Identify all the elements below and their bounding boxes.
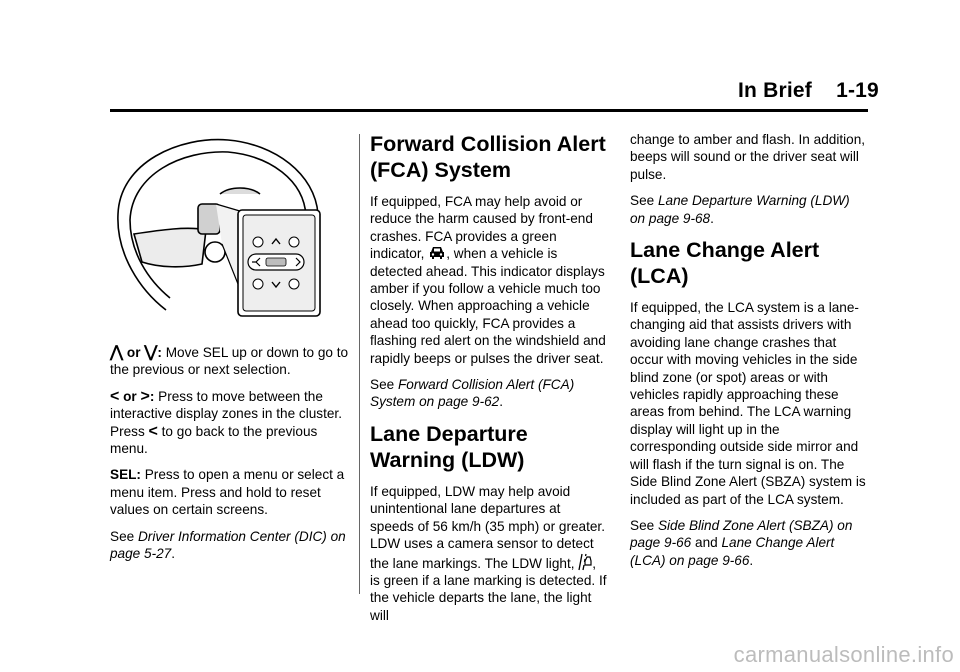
cross-reference-link[interactable]: Forward Collision Alert (FCA) System on page 9-62 <box>370 377 575 410</box>
header-rule <box>110 109 868 112</box>
lca-paragraph: If equipped, the LCA system is a lane-changing aid that assists drivers with avoiding lane change crashes that occur with moving vehicles in the side blind zone (or spot) areas or with vehicles rapidly approaching these areas from behind. The LCA warning display will light up in the corresponding outside side mirror and will flash if the turn signal is on. The Side Blind Zone Alert (SBZA) system is included as part of the LCA system. <box>630 300 866 507</box>
watermark: carmanualsonline.info <box>733 642 954 667</box>
control-updown-text: Move SEL up or down to go to the previous or next selection. <box>110 345 349 378</box>
control-leftright: < or >: Press to move between the interactive display zones in the cluster. Press < to go back to the previous menu. <box>110 387 342 457</box>
control-sel: SEL: Press to open a menu or select a menu item. Press and hold to reset values on certain screens. <box>110 467 345 518</box>
sel-label: SEL: <box>110 467 141 483</box>
lca-heading: Lane Change Alert (LCA) <box>630 238 820 289</box>
cross-reference-link[interactable]: Lane Departure Warning (LDW) on page 9-68 <box>630 193 850 226</box>
page-header <box>738 79 879 103</box>
see-reference-lca: See Side Blind Zone Alert (SBZA) on page 9-66 and Lane Change Alert (LCA) on page 9-66. <box>630 517 853 568</box>
cross-reference-link[interactable]: Side Blind Zone Alert (SBZA) on page 9-66 <box>630 517 853 551</box>
section-title: In Brief <box>738 79 812 102</box>
steering-wheel-illustration <box>110 134 322 322</box>
page-number: 1-19 <box>836 79 879 102</box>
fca-heading: Forward Collision Alert (FCA) System <box>370 132 606 182</box>
ldw-paragraph: If equipped, LDW may help avoid unintentional lane departures at speeds of 56 km/h (35 mph) or greater. LDW uses a camera sensor to detect the lane markings. The LDW light, , is green if a lane marking is detected. If the vehicle departs the lane, the light will <box>370 483 607 623</box>
lane-departure-icon <box>578 553 592 571</box>
chevron-left-icon: < <box>110 387 120 405</box>
control-updown: ⋀ or ⋁: Move SEL up or down to go to the previous or next selection. <box>110 344 349 378</box>
ldw-paragraph-continued: change to amber and flash. In addition, beeps will sound or the driver seat will pulse. <box>630 132 866 182</box>
fca-paragraph: If equipped, FCA may help avoid or reduce the harm caused by front-end crashes. FCA provides a green indicator, , when a vehicle is detected ahead. This indicator displays amber if you follow a vehicle much too closely. When approaching a vehicle ahead too quickly, FCA provides a flashing red alert on the windshield and rapidly beeps or pulses the driver seat. <box>370 194 606 366</box>
chevron-right-icon: > <box>140 387 150 405</box>
zoom-callout <box>216 204 320 316</box>
see-reference-fca: See Forward Collision Alert (FCA) System on page 9-62. <box>370 377 575 410</box>
chevron-up-icon: ⋀ <box>110 344 124 361</box>
column-2 <box>370 131 608 633</box>
see-reference-dic: See Driver Information Center (DIC) on page 5-27. <box>110 528 346 562</box>
chevron-back-icon: < <box>148 422 158 440</box>
column-3 <box>630 131 868 578</box>
vehicle-ahead-icon <box>428 245 446 261</box>
column-divider <box>359 134 360 594</box>
see-reference-ldw: See Lane Departure Warning (LDW) on page 9-68. <box>630 193 850 226</box>
cross-reference-link[interactable]: Driver Information Center (DIC) on page 5-27 <box>110 528 346 562</box>
cross-reference-link[interactable]: Lane Change Alert (LCA) on page 9-66 <box>630 535 835 568</box>
chevron-down-icon: ⋁ <box>144 344 158 361</box>
column-1 <box>110 344 350 571</box>
ldw-heading: Lane Departure Warning (LDW) <box>370 421 528 472</box>
